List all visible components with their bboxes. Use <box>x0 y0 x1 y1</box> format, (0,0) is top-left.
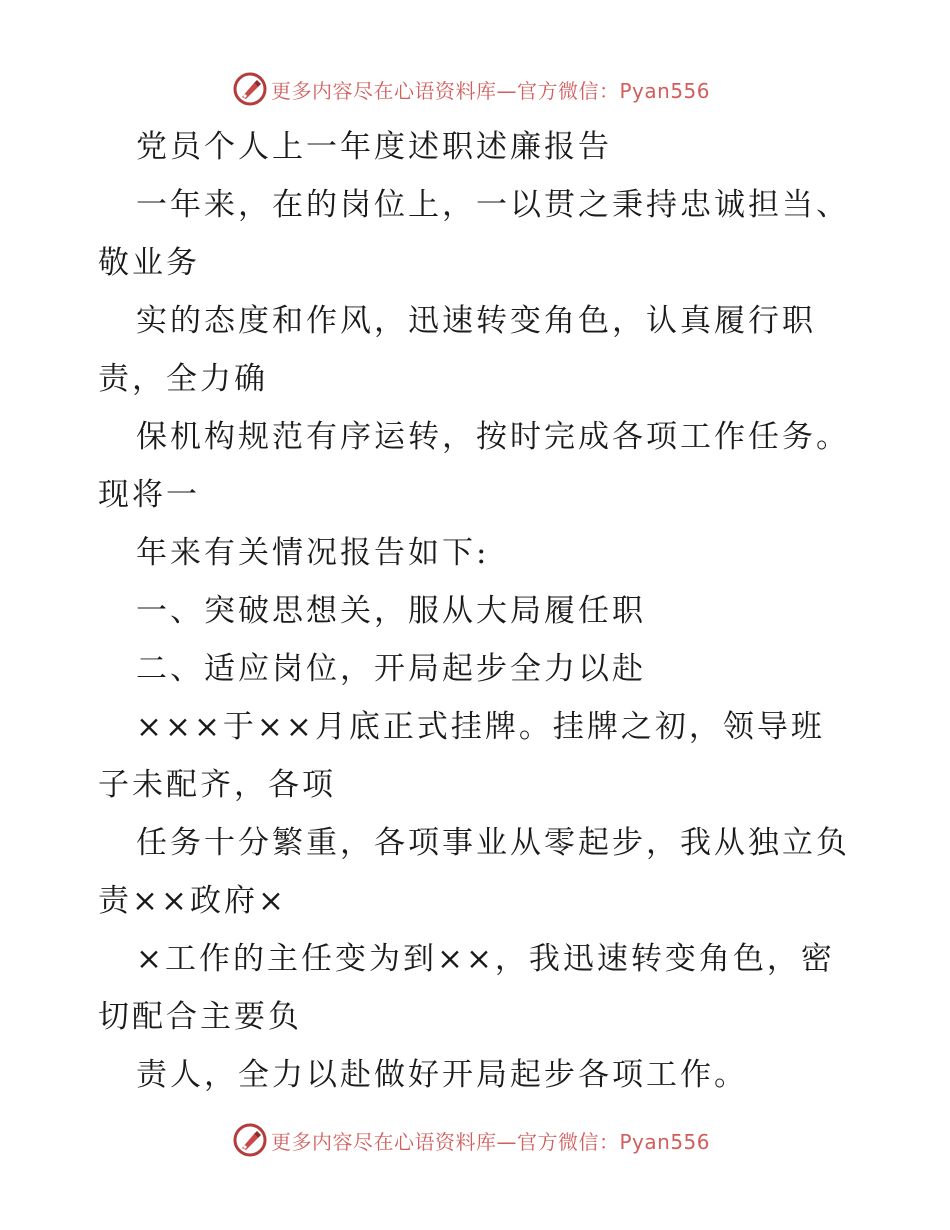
pen-nib-seal-icon <box>233 72 267 106</box>
paragraph-line: ×××于××月底正式挂牌。挂牌之初，领导班 <box>136 709 825 745</box>
paragraph-line: 保机构规范有序运转，按时完成各项工作任务。 <box>136 419 850 455</box>
paragraph-line: 党员个人上一年度述职述廉报告 <box>136 129 612 165</box>
watermark-footer <box>233 1123 710 1157</box>
paragraph-line: 任务十分繁重，各项事业从零起步，我从独立负 <box>136 825 850 861</box>
paragraph-line: 责人，全力以赴做好开局起步各项工作。 <box>136 1057 748 1093</box>
paragraph-line: 一、突破思想关，服从大局履任职 <box>136 593 646 629</box>
paragraph-line: 实的态度和作风，迅速转变角色，认真履行职 <box>136 303 816 339</box>
paragraph-line: 责，全力确 <box>98 361 268 397</box>
paragraph-line: 年来有关情况报告如下: <box>136 535 490 571</box>
paragraph-line: 子未配齐，各项 <box>98 767 336 803</box>
watermark-header <box>233 72 710 106</box>
watermark-text: 更多内容尽在心语资料库—官方微信：Pyan556 <box>271 1129 711 1154</box>
paragraph-line: 敬业务 <box>98 245 200 281</box>
paragraph-line: 责××政府× <box>98 883 287 919</box>
paragraph-line: ×工作的主任变为到××，我迅速转变角色，密 <box>136 941 835 977</box>
pen-nib-seal-icon <box>233 1123 267 1157</box>
watermark-text: 更多内容尽在心语资料库—官方微信：Pyan556 <box>271 78 711 103</box>
paragraph-line: 现将一 <box>98 477 200 513</box>
document-body <box>98 118 858 1104</box>
paragraph-line: 切配合主要负 <box>98 999 302 1035</box>
paragraph-line: 一年来，在的岗位上，一以贯之秉持忠诚担当、 <box>136 187 850 223</box>
paragraph-line: 二、适应岗位，开局起步全力以赴 <box>136 651 646 687</box>
